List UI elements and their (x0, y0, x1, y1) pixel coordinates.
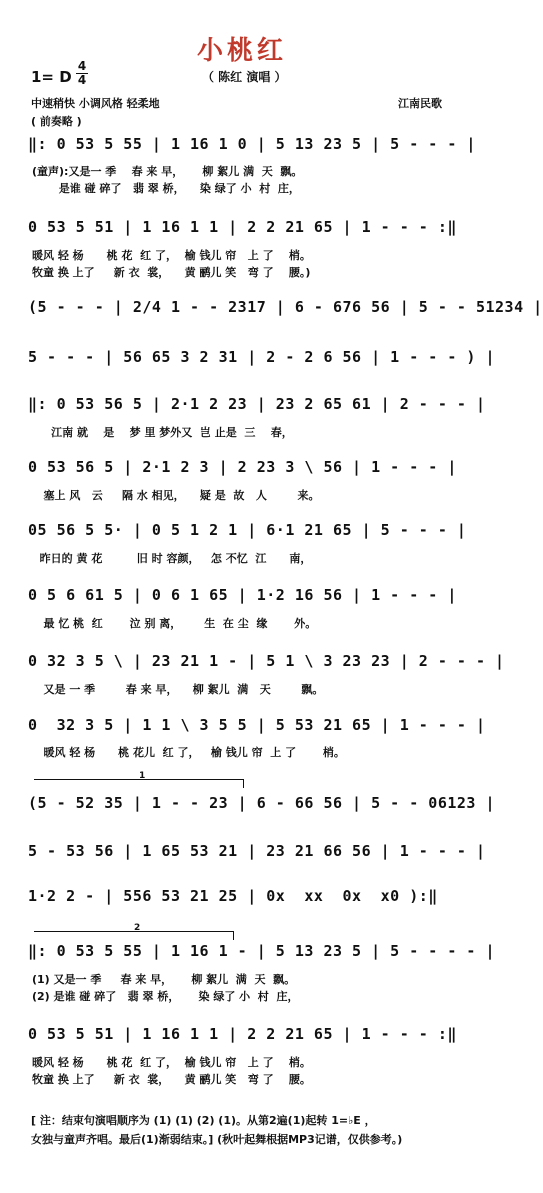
notation-row: 0 32 3 5 | 1 1 \ 3 5 5 | 5 53 21 65 | 1 - - - | (28, 716, 486, 734)
lyric-line: 塞上 风 云 隔 水 相见， 疑 是 故 人 来。 (32, 489, 320, 502)
notation-row: 5 - 53 56 | 1 65 53 21 | 23 21 66 56 | 1 - - - | (28, 842, 486, 860)
tempo-marking: 中速稍快 小调风格 轻柔地 (31, 97, 160, 110)
time-top: 4 (77, 59, 87, 73)
notation-row: 1·2 2 - | 556 53 21 25 | 0x xx 0x x0 ):‖ (28, 887, 438, 905)
lyric-line: (2) 是谁 碰 碎了 翡 翠 桥， 染 绿了 小 村 庄， (32, 990, 299, 1003)
lyric-line: 暖风 轻 杨 桃 花儿 红 了， 榆 钱儿 帘 上 了 梢。 (32, 746, 345, 759)
lyric-line: 江南 就 是 梦 里 梦外又 岂 止是 三 春， (32, 426, 293, 439)
notation-row: ‖: 0 53 5 55 | 1 16 1 - | 5 13 23 5 | 5 - - - - | (28, 942, 496, 960)
notation-row: 0 53 5 51 | 1 16 1 1 | 2 2 21 65 | 1 - - - :‖ (28, 218, 457, 236)
lyric-line: 牧童 换 上了 新 衣 裳， 黄 鹂儿 笑 弯 了 腰。) (32, 266, 311, 279)
notation-row: (5 - - - | 2/4 1 - - 2317 | 6 - 676 56 | 5 - - 51234 | (28, 298, 543, 316)
time-signature (76, 60, 88, 87)
song-title: 小桃红 (196, 36, 287, 66)
lyric-line: 又是 一 季 春 来 早， 柳 絮儿 满 天 飘。 (32, 683, 324, 696)
volta-number: 1 (139, 771, 146, 781)
notation-row: 0 53 5 51 | 1 16 1 1 | 2 2 21 65 | 1 - - - :‖ (28, 1025, 457, 1043)
lyric-line: (童声):又是一 季 春 来 早， 柳 絮儿 满 天 飘。 (32, 165, 303, 178)
notation-row: 0 53 56 5 | 2·1 2 3 | 2 23 3 \ 56 | 1 - - - | (28, 458, 457, 476)
lyric-line: 牧童 换 上了 新 衣 裳， 黄 鹂儿 笑 弯 了 腰。 (32, 1073, 311, 1086)
lyric-line: 最 忆 桃 红 泣 别 离， 生 在 尘 缘 外。 (32, 617, 317, 630)
notation-row: ‖: 0 53 5 55 | 1 16 1 0 | 5 13 23 5 | 5 - - - | (28, 135, 476, 153)
footnote-line: 女独与童声齐唱。最后(1)渐弱结束。] (秋叶起舞根据MP3记谱，仅供参考。) (31, 1133, 403, 1146)
lyric-line: 昨日的 黄 花 旧 时 容颜， 怎 不忆 江 南， (32, 552, 312, 565)
notation-row: 0 5 6 61 5 | 0 6 1 65 | 1·2 16 56 | 1 - - - | (28, 586, 457, 604)
song-source: 江南民歌 (398, 97, 442, 110)
intro-label: ( 前奏略 ) (31, 115, 82, 128)
volta-bracket-2 (34, 923, 234, 933)
notation-row: 0 32 3 5 \ | 23 21 1 - | 5 1 \ 3 23 23 | 2 - - - | (28, 652, 505, 670)
performer: （ 陈红 演唱 ） (202, 70, 287, 84)
notation-row: (5 - 52 35 | 1 - - 23 | 6 - 66 56 | 5 - - 06123 | (28, 794, 496, 812)
footnote-line: [ 注：结束句演唱顺序为 (1) (1) (2) (1)。从第2遍(1)起转 1=♭E ， (31, 1114, 376, 1127)
volta-bracket-1 (34, 771, 244, 781)
lyric-line: 暖风 轻 杨 桃 花 红 了， 榆 钱儿 帘 上 了 梢。 (32, 1056, 311, 1069)
lyric-line: 是谁 碰 碎了 翡 翠 桥， 染 绿了 小 村 庄， (32, 182, 300, 195)
footnote (31, 1111, 471, 1149)
lyric-line: 暖风 轻 杨 桃 花 红 了， 榆 钱儿 帘 上 了 梢。 (32, 249, 311, 262)
lyric-line: (1) 又是一 季 春 来 早， 柳 絮儿 满 天 飘。 (32, 973, 296, 986)
notation-row: ‖: 0 53 56 5 | 2·1 2 23 | 23 2 65 61 | 2 - - - | (28, 395, 486, 413)
notation-row: 5 - - - | 56 65 3 2 31 | 2 - 2 6 56 | 1 - - - ) | (28, 348, 496, 366)
time-bottom: 4 (77, 73, 87, 87)
volta-number: 2 (134, 923, 141, 933)
notation-row: 05 56 5 5· | 0 5 1 2 1 | 6·1 21 65 | 5 - - - | (28, 521, 467, 539)
key-signature: 1= D (31, 68, 72, 86)
